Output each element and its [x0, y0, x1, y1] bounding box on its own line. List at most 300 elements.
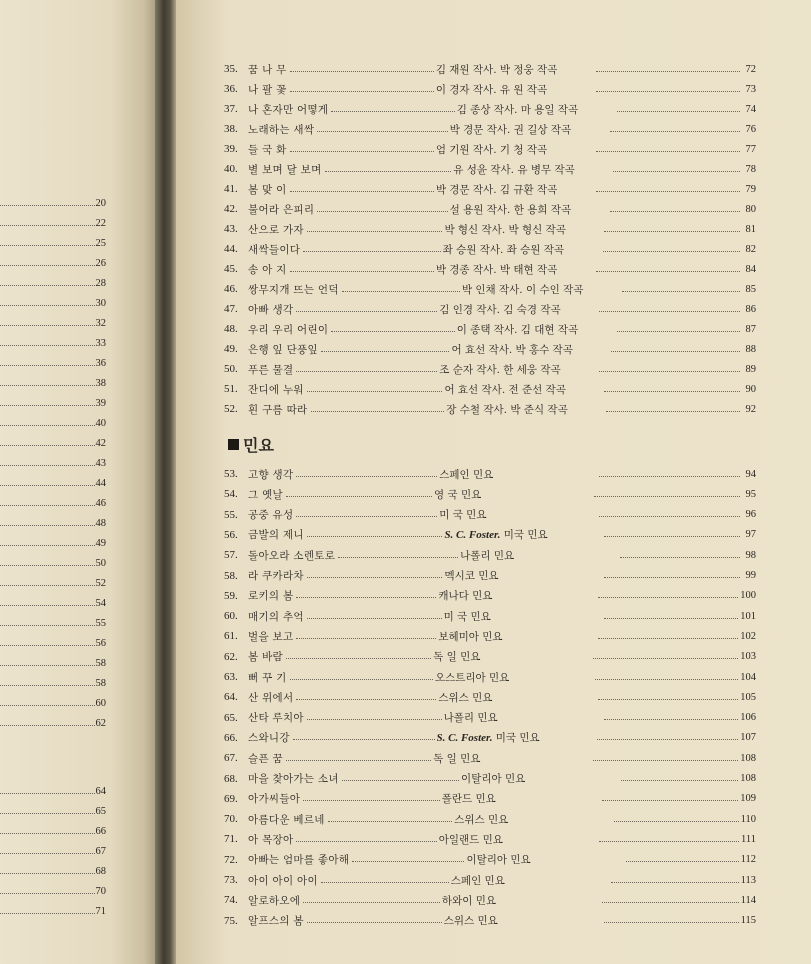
page-number: 58 [95, 657, 106, 669]
credit-text: 미국 민요 [492, 732, 540, 745]
dot-leader [0, 505, 95, 506]
entry-credit [444, 710, 601, 725]
credit-text: 독 일 민요 [433, 651, 481, 664]
dot-leader [596, 151, 740, 152]
entry-title: 푸른 물결 [248, 363, 294, 376]
entry-page: 79 [745, 183, 757, 195]
dot-leader [598, 638, 738, 639]
entry-title: 그 옛날 [248, 488, 283, 501]
page-number: 48 [95, 517, 106, 529]
entry-title: 우리 우리 어린이 [248, 323, 329, 336]
dot-leader [0, 405, 95, 406]
toc-entry [224, 61, 756, 77]
entry-page: 99 [745, 570, 757, 581]
page-number: 44 [95, 477, 106, 489]
dot-leader [599, 371, 740, 372]
entry-page: 114 [740, 894, 756, 906]
entry-number: 40. [224, 163, 238, 175]
entry-title: 금발의 제니 [248, 529, 304, 542]
dot-leader [0, 813, 95, 814]
entry-title: 꿈 나 무 [248, 63, 287, 76]
left-index-row [0, 476, 106, 490]
entry-page: 100 [740, 590, 757, 602]
entry-number: 55. [224, 508, 238, 521]
entry-credit [451, 342, 608, 357]
entry-credit [433, 649, 590, 664]
entry-number: 50. [224, 363, 238, 375]
dot-leader [331, 111, 454, 112]
entry-title: 새싹들이다 [248, 243, 301, 256]
entry-page: 111 [741, 833, 756, 845]
toc-entry [224, 81, 756, 97]
entry-credit [438, 629, 595, 644]
entry-title: 돌아오라 소렌토로 [248, 549, 336, 562]
dot-leader [596, 271, 740, 272]
entry-title: 노래하는 새싹 [248, 123, 315, 136]
composer-name: S. C. Foster. [436, 732, 493, 745]
toc-entry [224, 649, 756, 665]
toc-entry [224, 771, 756, 787]
credit-text: 장 수철 작사. 박 준식 작곡 [446, 403, 568, 416]
dot-leader [0, 225, 95, 226]
credit-text: 하와이 민요 [441, 894, 496, 907]
left-index-row [0, 696, 106, 710]
entry-title: 알프스의 봄 [248, 915, 304, 928]
entry-title: 은행 잎 단풍잎 [248, 343, 318, 356]
page-number: 50 [95, 557, 106, 569]
page-number: 62 [95, 717, 106, 729]
left-index-row [0, 436, 106, 450]
dot-leader [328, 821, 452, 822]
dot-leader [613, 171, 740, 172]
entry-credit [442, 893, 599, 908]
credit-text: 김 인경 작사. 김 숙경 작곡 [439, 303, 561, 316]
toc-entry [224, 381, 756, 397]
entry-credit [460, 548, 617, 563]
dot-leader [317, 131, 447, 132]
left-index-row [0, 784, 106, 798]
dot-leader [296, 699, 436, 700]
entry-page: 98 [745, 549, 756, 561]
dot-leader [621, 780, 738, 781]
entry-title: 아빠는 엄마를 좋아해 [248, 854, 350, 867]
left-index-row [0, 536, 106, 550]
entry-page: 73 [745, 83, 757, 95]
credit-text: 엄 기원 작사. 기 청 작곡 [435, 143, 548, 156]
dot-leader [290, 271, 434, 272]
credit-text: 스페인 민요 [450, 874, 505, 887]
toc-entry [224, 261, 756, 277]
toc-entry [224, 341, 756, 357]
toc-entry [224, 141, 756, 157]
left-index-row [0, 804, 106, 818]
entry-page: 86 [745, 303, 757, 315]
entry-number: 64. [224, 691, 238, 704]
entry-page: 109 [740, 793, 756, 805]
left-index-row [0, 216, 106, 230]
dot-leader [0, 725, 95, 726]
entry-page: 76 [745, 123, 757, 135]
credit-text: 스위스 민요 [438, 691, 493, 704]
dot-leader [321, 351, 450, 352]
credit-text: 박 경문 작사. 김 규환 작곡 [435, 183, 558, 196]
left-index-row [0, 844, 106, 858]
toc-entry [224, 321, 756, 337]
credit-text: 폴란드 민요 [441, 793, 496, 806]
dot-leader [596, 71, 740, 72]
dot-leader [604, 719, 739, 720]
toc-entry [224, 852, 756, 868]
left-index-row [0, 416, 106, 430]
dot-leader [0, 345, 95, 346]
dot-leader [0, 893, 95, 894]
dot-leader [604, 391, 740, 392]
dot-leader [617, 111, 740, 112]
entry-title: 불어라 은피리 [248, 203, 315, 216]
entry-credit [462, 282, 619, 297]
credit-text: 김 종상 작사. 마 용일 작곡 [456, 103, 579, 116]
dot-leader [593, 658, 738, 659]
entry-credit [457, 322, 614, 337]
entry-page: 108 [740, 752, 756, 764]
entry-title: 고향 생각 [248, 468, 294, 481]
dot-leader [307, 618, 442, 619]
entry-title: 잔디에 누워 [248, 383, 304, 396]
dot-leader [0, 445, 95, 446]
toc-entry [224, 730, 756, 746]
entry-credit [444, 913, 601, 928]
dot-leader [597, 739, 739, 740]
entry-number: 37. [224, 103, 238, 115]
entry-number: 66. [224, 731, 238, 744]
entry-title: 라 쿠카라차 [248, 570, 304, 582]
entry-title: 아빠 생각 [248, 303, 294, 316]
toc-entry [224, 669, 756, 685]
entry-title: 산으로 가자 [248, 223, 304, 236]
entry-number: 70. [224, 813, 238, 826]
credit-text: 이 경자 작사. 유 원 작곡 [435, 83, 548, 96]
entry-number: 58. [224, 569, 238, 582]
book-gutter [155, 0, 177, 964]
toc-entry [224, 831, 756, 847]
left-index-row [0, 596, 106, 610]
dot-leader [599, 841, 739, 842]
toc-entry [224, 628, 756, 644]
toc-entry [224, 872, 756, 888]
entry-title: 스와니강 [248, 732, 290, 745]
entry-credit [436, 182, 593, 197]
dot-leader [0, 285, 95, 286]
page-number: 46 [95, 497, 106, 509]
entry-credit [451, 873, 608, 888]
dot-leader [303, 251, 440, 252]
entry-number: 48. [224, 323, 238, 335]
entry-page: 103 [740, 651, 756, 663]
entry-page: 85 [745, 283, 757, 295]
credit-text: 미국 민요 [500, 529, 548, 542]
entry-credit [450, 202, 607, 217]
entry-title: 봄 바람 [248, 651, 283, 664]
entry-page: 84 [745, 263, 757, 275]
entry-number: 57. [224, 549, 238, 562]
entry-number: 39. [224, 143, 238, 155]
entry-page: 72 [745, 63, 757, 75]
left-index-row [0, 396, 106, 410]
entry-title: 벌을 보고 [248, 630, 294, 643]
dot-leader [0, 425, 95, 426]
page-number: 67 [95, 845, 106, 857]
entry-title: 아름다운 베르네 [248, 813, 325, 826]
entry-credit [450, 122, 607, 137]
dot-leader [0, 625, 95, 626]
entry-page: 78 [745, 163, 757, 175]
dot-leader [611, 882, 739, 883]
entry-title: 로키의 봄 [248, 590, 294, 603]
entry-number: 60. [224, 610, 238, 623]
entry-page: 87 [745, 323, 757, 335]
toc-entry [224, 568, 756, 584]
dot-leader [290, 151, 434, 152]
dot-leader [0, 685, 95, 686]
entry-page: 96 [745, 509, 757, 521]
dot-leader [604, 577, 740, 578]
entry-title: 나 혼자만 어떻게 [248, 103, 329, 116]
credit-text: 오스트리아 민요 [434, 671, 510, 684]
entry-number: 59. [224, 589, 238, 602]
dot-leader [311, 411, 445, 412]
entry-credit [444, 382, 601, 397]
entry-number: 43. [224, 223, 238, 235]
page-number: 56 [95, 637, 106, 649]
dot-leader [307, 391, 443, 392]
entry-number: 38. [224, 123, 238, 135]
left-index-row [0, 884, 106, 898]
left-index-row [0, 676, 106, 690]
entry-credit [433, 751, 590, 766]
page-number: 65 [95, 805, 106, 817]
page-number: 60 [95, 697, 106, 709]
toc-entry [224, 527, 756, 543]
dot-leader [606, 411, 740, 412]
entry-title: 나 팔 꽃 [248, 83, 287, 96]
entry-page: 113 [740, 874, 756, 886]
credit-text: 미 국 민요 [439, 509, 487, 522]
toc-entry [224, 401, 756, 417]
left-index-row [0, 276, 106, 290]
entry-page: 107 [740, 732, 756, 744]
toc-entry [224, 201, 756, 217]
left-index-row [0, 496, 106, 510]
entry-number: 44. [224, 243, 238, 255]
credit-text: 보헤미아 민요 [438, 630, 503, 643]
dot-leader [0, 305, 95, 306]
credit-text: 멕시코 민요 [444, 570, 499, 582]
toc-entry [224, 811, 756, 827]
dot-leader [595, 679, 738, 680]
entry-page: 77 [745, 143, 757, 155]
entry-credit [436, 142, 593, 157]
entry-number: 46. [224, 283, 238, 295]
dot-leader [596, 91, 740, 92]
entry-credit [439, 832, 596, 847]
left-index-row [0, 316, 106, 330]
entry-number: 71. [224, 833, 238, 846]
entry-credit [443, 242, 600, 257]
entry-number: 52. [224, 403, 238, 415]
left-index-row [0, 824, 106, 838]
credit-text: 독 일 민요 [433, 752, 481, 765]
page-number: 66 [95, 825, 106, 837]
toc-entry [224, 101, 756, 117]
page-number: 39 [95, 397, 106, 409]
entry-number: 47. [224, 303, 238, 315]
entry-number: 68. [224, 772, 238, 785]
dot-leader [303, 800, 440, 801]
entry-number: 54. [224, 488, 238, 501]
left-index-row [0, 576, 106, 590]
dot-leader [596, 191, 740, 192]
entry-credit [436, 62, 593, 77]
dot-leader [342, 291, 460, 292]
entry-credit [461, 771, 618, 786]
entry-number: 69. [224, 792, 238, 805]
left-index-row [0, 336, 106, 350]
entry-number: 62. [224, 650, 238, 663]
entry-title: 슬픈 꿈 [248, 752, 283, 765]
credit-text: 박 인채 작사. 이 수인 작곡 [461, 283, 584, 296]
dot-leader [594, 496, 740, 497]
toc-entry [224, 121, 756, 137]
toc-entry [224, 913, 756, 929]
dot-leader [0, 873, 95, 874]
credit-text: 나폴리 민요 [443, 712, 498, 725]
left-index-row [0, 516, 106, 530]
dot-leader [307, 536, 443, 537]
entry-credit [438, 690, 595, 705]
entry-number: 75. [224, 914, 238, 927]
dot-leader [598, 597, 738, 598]
dot-leader [0, 833, 95, 834]
entry-page: 88 [745, 343, 756, 355]
toc-entry [224, 547, 756, 563]
dot-leader [290, 91, 434, 92]
dot-leader [598, 699, 738, 700]
entry-page: 74 [745, 103, 757, 115]
entry-credit [436, 262, 593, 277]
page-number: 26 [95, 257, 106, 269]
dot-leader [296, 597, 436, 598]
entry-number: 42. [224, 203, 238, 215]
entry-title: 흰 구름 따라 [248, 403, 308, 416]
dot-leader [0, 565, 95, 566]
page-number: 58 [95, 677, 106, 689]
section-title: 민요 [243, 436, 274, 455]
dot-leader [593, 760, 738, 761]
dot-leader [321, 882, 449, 883]
dot-leader [604, 922, 739, 923]
dot-leader [296, 638, 436, 639]
page-number: 49 [95, 537, 106, 549]
toc-entry [224, 507, 756, 523]
dot-leader [286, 760, 431, 761]
dot-leader [290, 71, 434, 72]
dot-leader [599, 311, 740, 312]
credit-text: 유 성윤 작사. 유 병무 작곡 [453, 163, 575, 176]
left-index-row [0, 904, 106, 918]
dot-leader [342, 780, 459, 781]
entry-credit [439, 507, 596, 522]
entry-credit [439, 467, 596, 482]
entry-number: 61. [224, 630, 238, 643]
entry-number: 72. [224, 853, 238, 866]
dot-leader [0, 385, 95, 386]
dot-leader [0, 265, 95, 266]
credit-text: 박 경문 작사. 권 길상 작곡 [449, 123, 572, 136]
dot-leader [610, 211, 740, 212]
entry-credit [444, 568, 601, 583]
entry-page: 97 [745, 529, 757, 541]
left-index-row [0, 656, 106, 670]
credit-text: 스페인 민요 [439, 468, 494, 481]
left-index-row [0, 256, 106, 270]
credit-text: 스위스 민요 [443, 915, 498, 928]
left-index-row [0, 616, 106, 630]
credit-text: 조 순자 작사. 한 세웅 작곡 [439, 363, 561, 376]
entry-page: 89 [745, 363, 757, 375]
entry-credit [457, 102, 614, 117]
dot-leader [307, 719, 442, 720]
dot-leader [604, 231, 740, 232]
dot-leader [290, 679, 433, 680]
toc-entry [224, 791, 756, 807]
toc-entry [224, 892, 756, 908]
dot-leader [614, 821, 738, 822]
dot-leader [331, 331, 454, 332]
dot-leader [603, 251, 740, 252]
credit-text: 이탈리아 민요 [461, 773, 526, 785]
credit-text: 아일랜드 민요 [438, 833, 503, 846]
entry-number: 35. [224, 63, 238, 75]
left-page [0, 0, 157, 964]
entry-credit [454, 812, 611, 827]
entry-title: 뻐 꾸 기 [248, 671, 287, 684]
dot-leader [0, 853, 95, 854]
page-number: 54 [95, 597, 106, 609]
dot-leader [317, 211, 447, 212]
credit-text: 박 경종 작사. 박 태현 작곡 [435, 263, 558, 276]
dot-leader [599, 476, 740, 477]
dot-leader [325, 171, 452, 172]
entry-page: 115 [740, 915, 757, 927]
entry-number: 36. [224, 83, 238, 95]
dot-leader [0, 545, 95, 546]
entry-number: 67. [224, 752, 238, 765]
entry-page: 92 [745, 403, 756, 415]
entry-number: 65. [224, 711, 238, 724]
dot-leader [296, 516, 437, 517]
toc-entry [224, 588, 756, 604]
dot-leader [0, 485, 95, 486]
dot-leader [290, 191, 434, 192]
toc-entry [224, 241, 756, 257]
toc-entry [224, 750, 756, 766]
page-number: 25 [95, 237, 106, 249]
toc-entry [224, 689, 756, 705]
entry-credit [444, 609, 601, 624]
page-number: 70 [95, 885, 106, 897]
entry-title: 매기의 추억 [248, 610, 304, 623]
dot-leader [307, 231, 443, 232]
